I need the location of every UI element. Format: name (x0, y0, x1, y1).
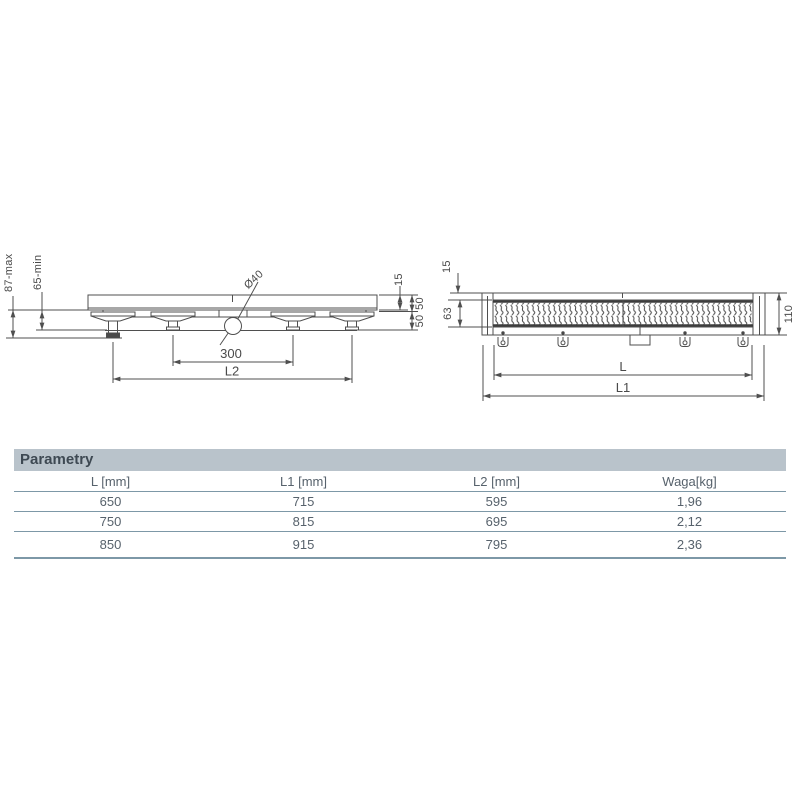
cell-l1: 815 (292, 514, 315, 529)
column-header-l2: L2 [mm] (473, 473, 520, 489)
foot-extended (91, 312, 135, 338)
column-header-l1: L1 [mm] (280, 473, 327, 489)
parameters-table (14, 449, 786, 559)
foot (151, 312, 195, 330)
label-l2: L2 (224, 363, 240, 379)
table-header-row (14, 471, 786, 492)
cell-l: 850 (99, 537, 122, 552)
cell-waga: 1,96 (676, 494, 703, 509)
label-87-max: 87-max (3, 253, 15, 292)
cell-waga: 2,36 (676, 537, 703, 552)
cell-l2: 795 (485, 537, 508, 552)
cell-l1: 715 (292, 494, 315, 509)
label-diameter-40: Ø40 (241, 268, 266, 292)
dimension-87-max (8, 296, 88, 338)
label-l1: L1 (615, 380, 631, 395)
table-row (14, 532, 786, 559)
outlet-diameter-leader (220, 282, 258, 345)
label-300: 300 (220, 346, 242, 361)
column-header-waga: Waga[kg] (662, 473, 717, 489)
table-row (14, 492, 786, 512)
dimension-15-front (450, 273, 482, 293)
cell-l: 650 (99, 494, 122, 509)
foot (330, 312, 374, 330)
cell-l1: 915 (292, 537, 315, 552)
drain-outlet-circle (225, 318, 242, 335)
label-15-front: 15 (441, 260, 453, 273)
table-title: Parametry (14, 449, 786, 471)
table-row (14, 512, 786, 532)
front-view-drawing (430, 240, 800, 410)
label-l: L (619, 359, 627, 374)
cell-l2: 595 (485, 494, 508, 509)
label-15: 15 (393, 273, 405, 286)
cell-l: 750 (99, 514, 122, 529)
column-header-l: L [mm] (90, 473, 131, 489)
label-50-upper: 50 (414, 297, 426, 310)
cell-l2: 695 (485, 514, 508, 529)
label-65-min: 65-min (32, 254, 44, 290)
foot (271, 312, 315, 330)
cell-waga: 2,12 (676, 514, 703, 529)
label-50-lower: 50 (414, 314, 426, 328)
label-63: 63 (442, 307, 454, 320)
label-110: 110 (783, 304, 795, 324)
side-view-drawing (0, 240, 440, 410)
